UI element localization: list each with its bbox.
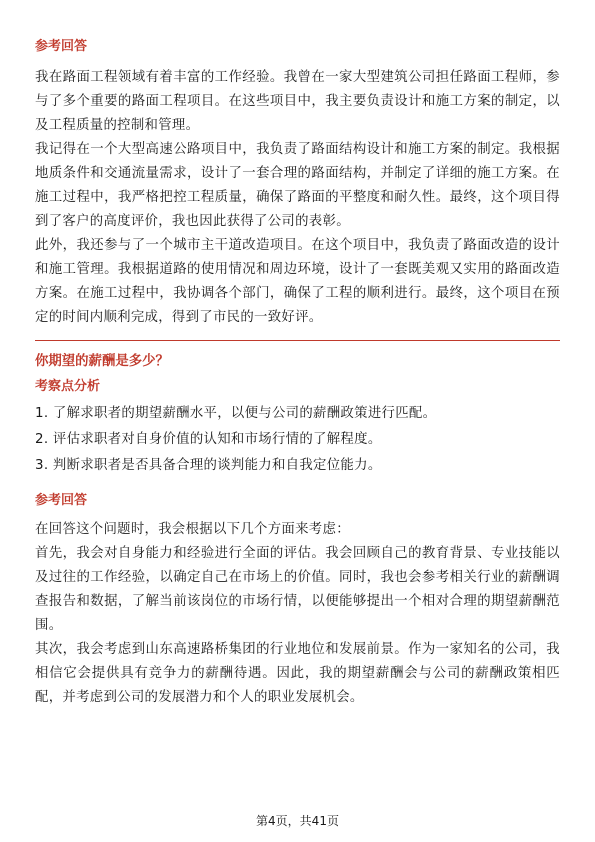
section-divider — [35, 340, 560, 341]
analysis-item: 3. 判断求职者是否具备合理的谈判能力和自我定位能力。 — [35, 458, 382, 473]
answer-paragraph: 首先，我会对自身能力和经验进行全面的评估。我会回顾自己的教育背景、专业技能以及过往的工作经验，以确定自己在市场上的价值。同时，我也会参考相关行业的薪酬调查报告和数据，了解当前该岗位的市场行情，以便能够提出一个相对合理的期望薪酬范围。 — [35, 546, 560, 633]
analysis-heading: 考察点分析 — [35, 379, 101, 394]
answer-paragraph: 其次，我会考虑到山东高速路桥集团的行业地位和发展前景。作为一家知名的公司，我相信它会提供具有竞争力的薪酬待遇。因此，我的期望薪酬会与公司的薪酬政策相匹配，并考虑到公司的发展潜力和个人的职业发展机会。 — [35, 642, 560, 705]
answer-paragraph: 我记得在一个大型高速公路项目中，我负责了路面结构设计和施工方案的制定。我根据地质条件和交通流量需求，设计了一套合理的路面结构，并制定了详细的施工方案。在施工过程中，我严格把控工程质量，确保了路面的平整度和耐久性。最终，这个项目得到了客户的高度评价，我也因此获得了公司的表彰。 — [35, 142, 560, 229]
reference-answer-section-2 — [35, 492, 560, 710]
reference-answer-heading: 参考回答 — [35, 493, 88, 508]
analysis-item: 1. 了解求职者的期望薪酬水平，以便与公司的薪酬政策进行匹配。 — [35, 406, 437, 421]
reference-answer-section-1 — [35, 38, 560, 330]
document-page — [35, 38, 560, 710]
analysis-section — [35, 378, 560, 478]
answer-paragraph: 在回答这个问题时，我会根据以下几个方面来考虑： — [35, 522, 350, 537]
analysis-item: 2. 评估求职者对自身价值的认知和市场行情的了解程度。 — [35, 432, 382, 447]
answer-paragraph: 此外，我还参与了一个城市主干道改造项目。在这个项目中，我负责了路面改造的设计和施工管理。我根据道路的使用情况和周边环境，设计了一套既美观又实用的路面改造方案。在施工过程中，我协调各个部门，确保了工程的顺利进行。最终，这个项目在预定的时间内顺利完成，得到了市民的一致好评。 — [35, 238, 560, 325]
answer-paragraph: 我在路面工程领域有着丰富的工作经验。我曾在一家大型建筑公司担任路面工程师，参与了多个重要的路面工程项目。在这些项目中，我主要负责设计和施工方案的制定，以及工程质量的控制和管理。 — [35, 70, 560, 133]
page-number-footer: 第4页，共41页 — [256, 814, 339, 828]
reference-answer-heading: 参考回答 — [35, 39, 88, 54]
question-title: 你期望的薪酬是多少？ — [35, 354, 169, 369]
